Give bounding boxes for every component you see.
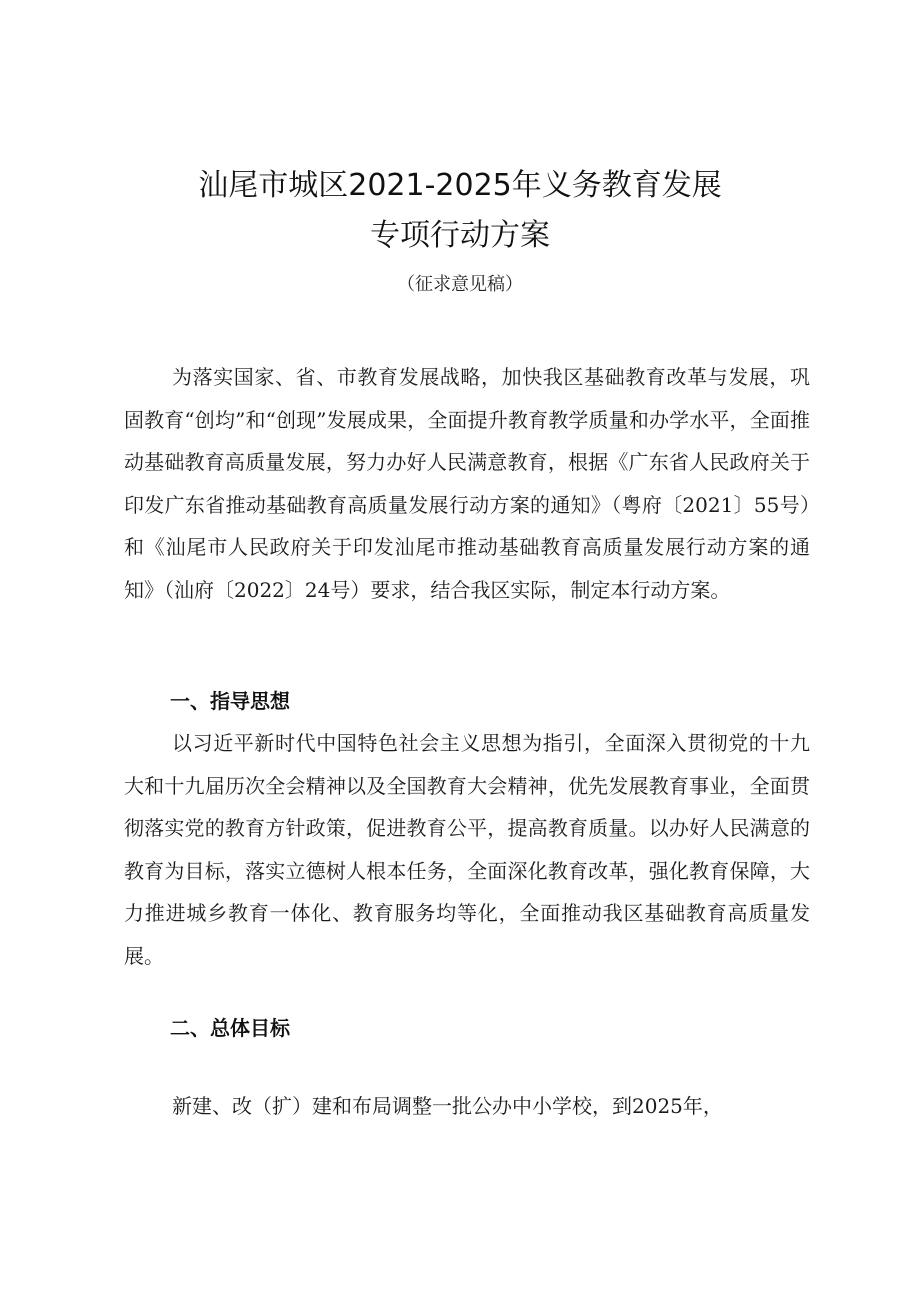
document-title-line-1: 汕尾市城区2021-2025年义务教育发展 [198, 168, 722, 203]
section-heading-overall-goals: 二、总体目标 [170, 1016, 290, 1040]
document-subtitle: （征求意见稿） [397, 274, 523, 295]
section-paragraph-guiding-ideology: 以习近平新时代中国特色社会主义思想为指引，全面深入贯彻党的十九大和十九届历次全会精神以及全国教育大会精神，优先发展教育事业，全面贯彻落实党的教育方针政策，促进教育公平，提高教育质量。以办好人民满意的教育为目标，落实立德树人根本任务，全面深化教育改革，强化教育保障，大力推进城乡教育一体化、教育服务均等化，全面推动我区基础教育高质量发展。 [124, 731, 810, 968]
intro-paragraph: 为落实国家、省、市教育发展战略，加快我区基础教育改革与发展，巩固教育“创均”和“创现”发展成果，全面提升教育教学质量和办学水平，全面推动基础教育高质量发展，努力办好人民满意教育，根据《广东省人民政府关于印发广东省推动基础教育高质量发展行动方案的通知》（粤府〔2021〕55号）和《汕尾市人民政府关于印发汕尾市推动基础教育高质量发展行动方案的通知》（汕府〔2022〕24号）要求，结合我区实际，制定本行动方案。 [124, 365, 810, 602]
section-heading-guiding-ideology: 一、指导思想 [170, 689, 290, 713]
document-title-line-2: 专项行动方案 [370, 218, 550, 253]
section-paragraph-overall-goals: 新建、改（扩）建和布局调整一批公办中小学校，到2025年， [172, 1094, 723, 1118]
